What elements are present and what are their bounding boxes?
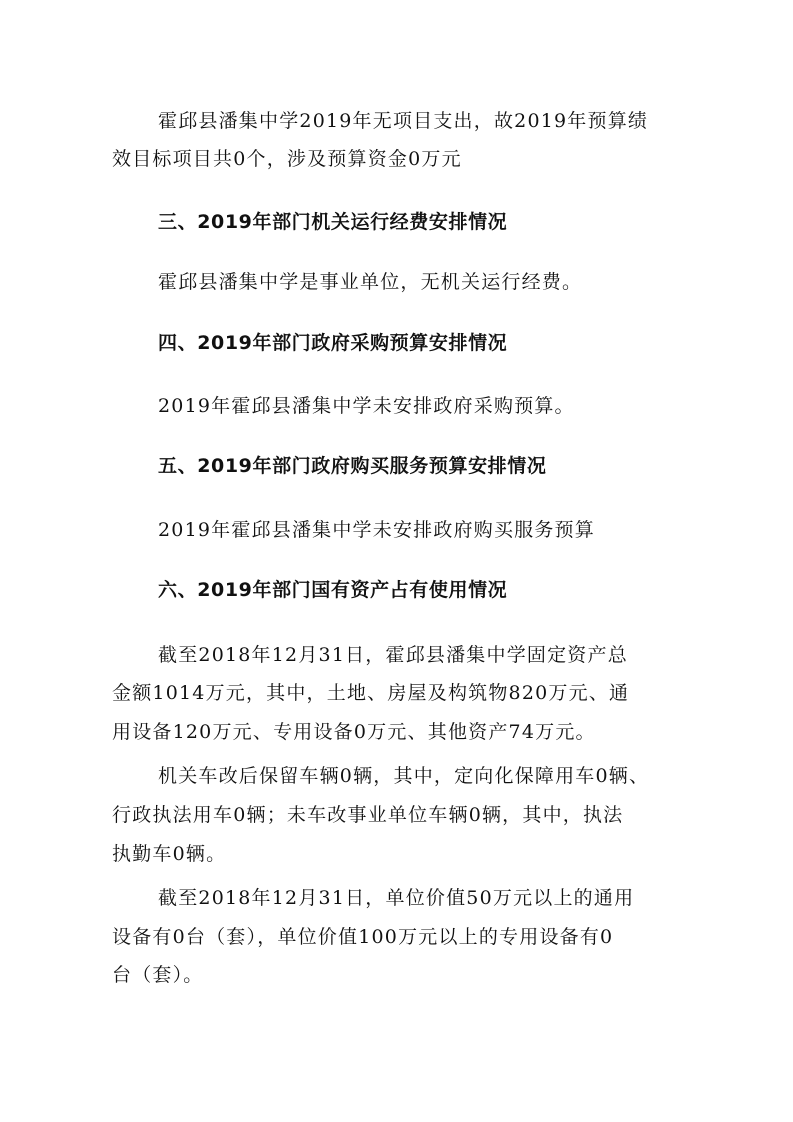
paragraph-line: 截至2018年12月31日，单位价值50万元以上的通用: [158, 887, 635, 909]
paragraph-line: 机关车改后保留车辆0辆，其中，定向化保障用车0辆、: [158, 765, 650, 787]
paragraph-line: 执勤车0辆。: [112, 843, 227, 865]
paragraph-line: 设备有0台（套），单位价值100万元以上的专用设备有0: [112, 926, 614, 948]
section6-heading: 六、2019年部门国有资产占有使用情况: [158, 579, 508, 601]
section3-heading: 三、2019年部门机关运行经费安排情况: [158, 211, 508, 233]
paragraph-line: 霍邱县潘集中学2019年无项目支出，故2019年预算绩: [158, 110, 649, 132]
paragraph-line: 截至2018年12月31日，霍邱县潘集中学固定资产总: [158, 644, 628, 666]
section4-body: 2019年霍邱县潘集中学未安排政府采购预算。: [158, 395, 575, 417]
paragraph-line: 台（套）。: [112, 964, 204, 986]
section3-body: 霍邱县潘集中学是事业单位，无机关运行经费。: [158, 271, 583, 293]
section5-body: 2019年霍邱县潘集中学未安排政府购买服务预算: [158, 519, 595, 541]
paragraph-line: 用设备120万元、专用设备0万元、其他资产74万元。: [112, 721, 596, 743]
paragraph-line: 金额1014万元，其中，土地、房屋及构筑物820万元、通: [112, 682, 630, 704]
section4-heading: 四、2019年部门政府采购预算安排情况: [158, 332, 508, 354]
paragraph-line: 效目标项目共0个，涉及预算资金0万元: [112, 148, 462, 170]
paragraph-line: 行政执法用车0辆；未车改事业单位车辆0辆，其中，执法: [112, 804, 624, 826]
section5-heading: 五、2019年部门政府购买服务预算安排情况: [158, 455, 547, 477]
